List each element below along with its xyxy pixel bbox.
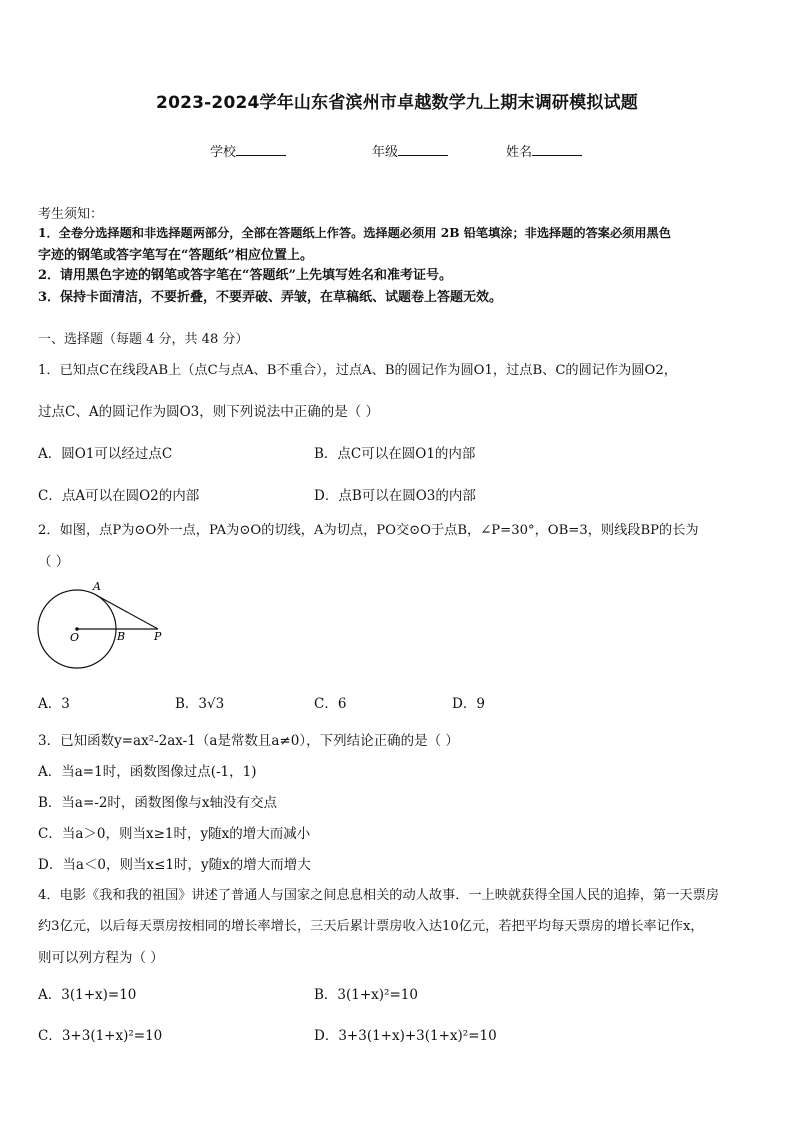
q1-option-c: C．点A可以在圆O2的内部: [38, 488, 200, 504]
label-b: B: [117, 630, 126, 643]
name-field: [506, 141, 582, 160]
label-o: O: [70, 631, 80, 644]
name-label: 姓名: [506, 145, 533, 160]
section-heading: 一、选择题（每题 4 分，共 48 分）: [38, 332, 249, 347]
label-a: A: [93, 580, 101, 593]
tangent-pa: [96, 595, 158, 629]
label-p: P: [154, 630, 162, 643]
q3-option-c: C．当a＞0，则当x≥1时，y随x的增大而减小: [38, 826, 311, 842]
q3-option-b: B．当a=-2时，函数图像与x轴没有交点: [38, 795, 278, 811]
q2-line-1: 2．如图，点P为⊙O外一点，PA为⊙O的切线，A为切点，PO交⊙O于点B，∠P=30°，OB=3，则线段BP的长为: [38, 523, 699, 538]
school-blank: [236, 143, 286, 156]
q1-option-a: A．圆O1可以经过点C: [38, 446, 173, 462]
notice-item-2: 2．请用黑色字迹的钢笔或答字笔在“答题纸”上先填写姓名和准考证号。: [38, 268, 453, 283]
grade-blank: [398, 143, 448, 156]
page-title: 2023-2024学年山东省滨州市卓越数学九上期末调研模拟试题: [156, 93, 638, 113]
q1-line-1: 1．已知点C在线段AB上（点C与点A、B不重合），过点A、B的圆记作为圆O1，过点B、C的圆记作为圆O2，: [38, 363, 677, 378]
q2-line-2: （ ）: [38, 554, 70, 570]
q4-option-d: D．3+3(1+x)+3(1+x)²=10: [314, 1028, 497, 1044]
q4-option-b: B．3(1+x)²=10: [314, 987, 418, 1003]
notice-item-3: 3．保持卡面清洁，不要折叠，不要弄破、弄皱，在草稿纸、试题卷上答题无效。: [38, 290, 503, 305]
q4-line-2: 约3亿元，以后每天票房按相同的增长率增长，三天后累计票房收入达10亿元，若把平均每天票房的增长率记作x，: [38, 919, 704, 934]
q2-option-b: B．3√3: [175, 696, 225, 712]
notice-heading: 考生须知：: [38, 207, 104, 222]
q4-option-a: A．3(1+x)=10: [38, 987, 137, 1003]
q4-line-1: 4．电影《我和我的祖国》讲述了普通人与国家之间息息相关的动人故事．一上映就获得全国人民的追捧，第一天票房: [38, 888, 719, 903]
q4-option-c: C．3+3(1+x)²=10: [38, 1028, 163, 1044]
q4-line-3: 则可以列方程为（ ）: [38, 950, 164, 966]
school-label: 学校: [210, 145, 237, 160]
q1-line-2: 过点C、A的圆记作为圆O3，则下列说法中正确的是（ ）: [38, 404, 380, 420]
name-blank: [532, 143, 582, 156]
q1-option-b: B．点C可以在圆O1的内部: [314, 446, 476, 462]
circle-tangent-figure: [30, 577, 180, 682]
q2-option-a: A．3: [38, 696, 70, 712]
notice-item-1-line-2: 字迹的钢笔或答字笔写在“答题纸”相应位置上。: [38, 248, 313, 263]
q3-option-d: D．当a＜0，则当x≤1时，y随x的增大而增大: [38, 857, 311, 873]
grade-field: [372, 141, 448, 160]
q1-option-d: D．点B可以在圆O3的内部: [314, 488, 476, 504]
grade-label: 年级: [372, 145, 399, 160]
q2-option-d: D．9: [452, 696, 485, 712]
q2-option-c: C．6: [314, 696, 347, 712]
notice-item-1-line-1: 1．全卷分选择题和非选择题两部分，全部在答题纸上作答。选择题必须用 2B 铅笔填涂；非选择题的答案必须用黑色: [38, 226, 671, 240]
school-field: [210, 141, 286, 160]
q3-line-1: 3．已知函数y=ax²-2ax-1（a是常数且a≠0），下列结论正确的是（ ）: [38, 733, 459, 749]
q3-option-a: A．当a=1时，函数图像过点(-1，1): [38, 764, 257, 780]
